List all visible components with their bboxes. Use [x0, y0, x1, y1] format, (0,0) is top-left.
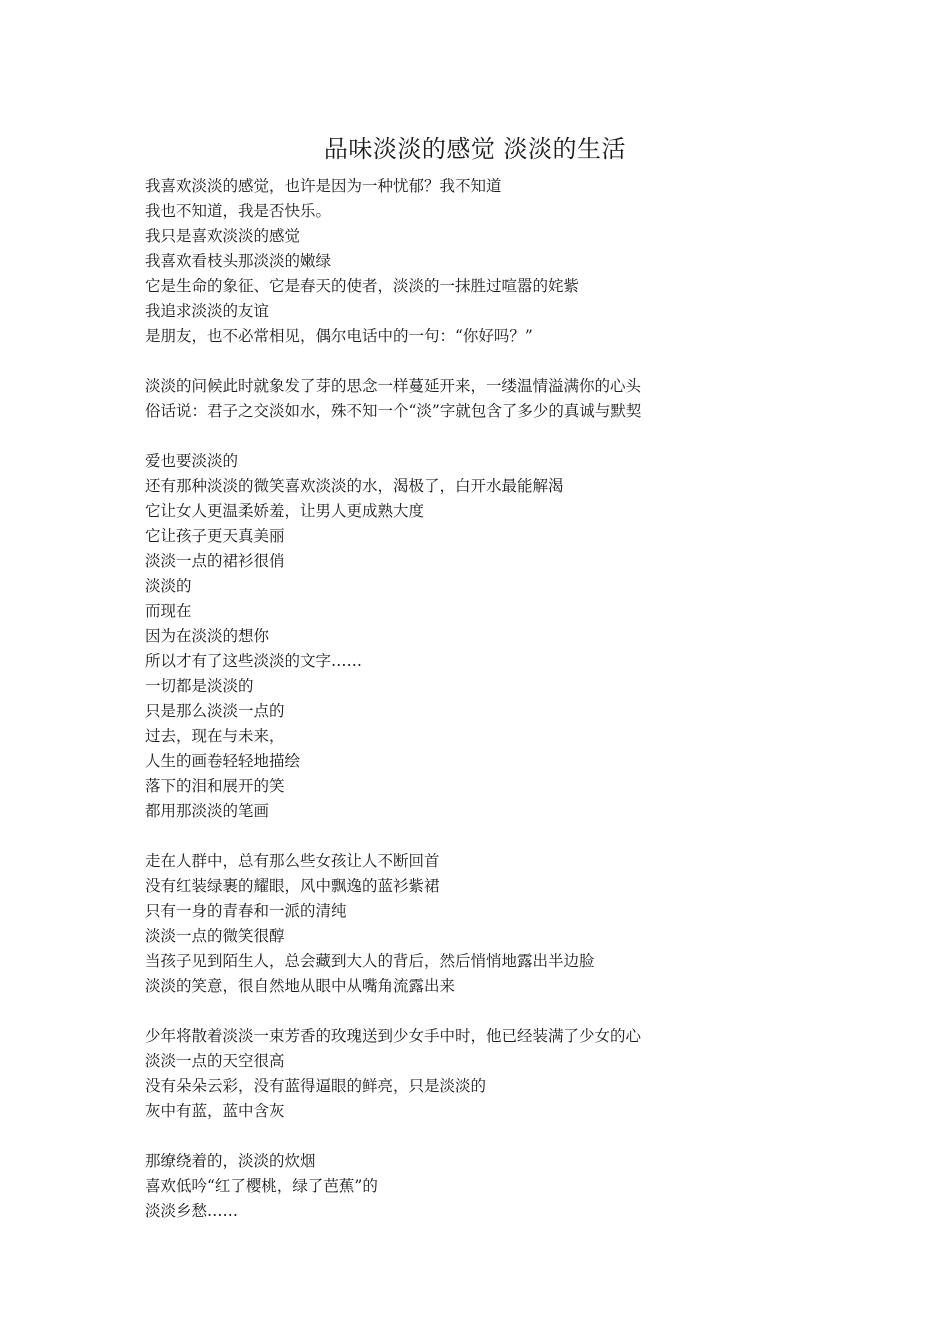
text-line: 落下的泪和展开的笑 [145, 777, 285, 795]
text-line: 没有朵朵云彩，没有蓝得逼眼的鲜亮，只是淡淡的 [145, 1077, 487, 1095]
text-line: 我也不知道，我是否快乐。 [145, 202, 332, 220]
text-line: 都用那淡淡的笔画 [145, 802, 270, 820]
stanza [145, 374, 845, 424]
text-line: 还有那种淡淡的微笑喜欢淡淡的水，渴极了，白开水最能解渴 [145, 477, 564, 495]
text-line: 我喜欢看枝头那淡淡的嫩绿 [145, 252, 332, 270]
text-line: 人生的画卷轻轻地描绘 [145, 752, 301, 770]
document-body [145, 174, 845, 1249]
text-line: 淡淡的笑意，很自然地从眼中从嘴角流露出来 [145, 977, 456, 995]
text-line: 淡淡一点的微笑很醇 [145, 927, 285, 945]
text-line: 淡淡乡愁…… [145, 1202, 239, 1220]
text-line: 它是生命的象征、它是春天的使者，淡淡的一抹胜过喧嚣的姹紫 [145, 277, 580, 295]
text-line: 爱也要淡淡的 [145, 452, 239, 470]
text-line: 我只是喜欢淡淡的感觉 [145, 227, 301, 245]
text-line: 一切都是淡淡的 [145, 677, 254, 695]
text-line: 过去，现在与未来， [145, 727, 285, 745]
text-line: 只有一身的青春和一派的清纯 [145, 902, 347, 920]
stanza [145, 174, 845, 349]
text-line: 走在人群中，总有那么些女孩让人不断回首 [145, 852, 440, 870]
text-line: 我喜欢淡淡的感觉，也许是因为一种忧郁？我不知道 [145, 177, 502, 195]
document-title: 品味淡淡的感觉 淡淡的生活 [323, 135, 627, 163]
text-line: 因为在淡淡的想你 [145, 627, 270, 645]
text-line: 只是那么淡淡一点的 [145, 702, 285, 720]
stanza [145, 1149, 845, 1224]
text-line: 那缭绕着的，淡淡的炊烟 [145, 1152, 316, 1170]
text-line: 是朋友，也不必常相见，偶尔电话中的一句：“你好吗？” [145, 327, 533, 345]
text-line: 所以才有了这些淡淡的文字…… [145, 652, 363, 670]
text-line: 它让孩子更天真美丽 [145, 527, 285, 545]
text-line: 喜欢低吟“红了樱桃，绿了芭蕉”的 [145, 1177, 378, 1195]
stanza [145, 849, 845, 999]
text-line: 没有红装绿裹的耀眼，风中飘逸的蓝衫紫裙 [145, 877, 440, 895]
text-line: 淡淡一点的裙衫很俏 [145, 552, 285, 570]
text-line: 它让女人更温柔娇羞，让男人更成熟大度 [145, 502, 425, 520]
text-line: 灰中有蓝，蓝中含灰 [145, 1102, 285, 1120]
text-line: 而现在 [145, 602, 192, 620]
stanza [145, 449, 845, 824]
text-line: 俗话说：君子之交淡如水，殊不知一个“淡”字就包含了多少的真诚与默契 [145, 402, 642, 420]
text-line: 我追求淡淡的友谊 [145, 302, 270, 320]
text-line: 淡淡一点的天空很高 [145, 1052, 285, 1070]
text-line: 少年将散着淡淡一束芳香的玫瑰送到少女手中时，他已经装满了少女的心 [145, 1027, 642, 1045]
text-line: 淡淡的问候此时就象发了芽的思念一样蔓延开来，一缕温情溢满你的心头 [145, 377, 642, 395]
text-line: 当孩子见到陌生人，总会藏到大人的背后，然后悄悄地露出半边脸 [145, 952, 595, 970]
stanza [145, 1024, 845, 1124]
text-line: 淡淡的 [145, 577, 192, 595]
